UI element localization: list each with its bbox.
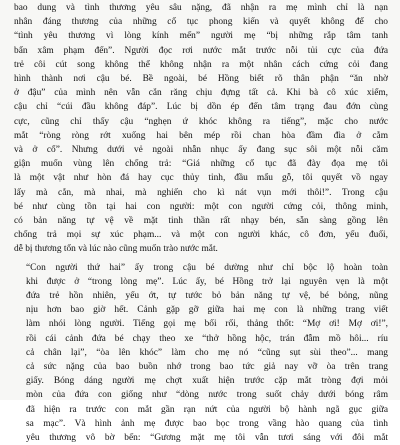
text-line: “tình yêu thương vì lòng kính mến” người mẹ “bị những rắp tâm tanh [14,31,388,42]
text-line: mòn của đứa con giống như “dòng nước trong suốt chảy dưới bóng râm [26,390,388,401]
text-line: lấy mà cắn, mà nhai, mà nghiến cho kì nát vụn mới thôi!”. Trong cậu [14,187,388,198]
text-line: dễ bị thương tổn và lúc nào cũng muốn trào nước mắt. [14,244,218,255]
text-line: cả sức nặng của bao buồn nhớ trong bao tức giả nay vỡ òa trên trang [26,362,388,373]
text-line: ở đậu” của mình nên vẫn cắn răng chịu đựng tất cả. Khi bà cô xúc xiểm, [14,88,388,99]
text-line: giấy. Bóng dáng người mẹ chợt xuất hiện trước cặp mắt tròng đợi mỏi [26,376,388,387]
text-line: đã hiện ra trước con mắt gần rạn nứt của người bộ hành ngã gục giữa [26,404,388,415]
text-line: cậu chỉ “cúi đầu không đáp”. Lúc bị dồn ép đến tâm trạng đau đớn cùng [14,102,388,113]
text-line: trẻ côi cút song không thể không nhận ra một nhân cách cứng cỏi đang [14,59,388,70]
text-line: hình thành nơi cậu bé. Bề ngoài, bé Hồng biết rõ thân phận “ăn nhờ [14,74,388,85]
text-line: bẩn xâm phạm đến”. Người đọc rơi nước mắt trước nỗi tủi cực của đứa [14,45,388,56]
text-line: có bản năng tự vệ về mặt tinh thần rất nhạy bén, sẵn sàng gồng lên [14,216,388,227]
text-line: giận muốn vùng lên chống trả: “Giá những cổ tục đã đày đọa mẹ tôi [14,159,388,170]
paragraph-1 [14,1,388,257]
text-line: và ở cổ”. Nhưng dưới vẻ ngoài nhẫn nhục ấy đang sục sôi một nỗi căm [14,145,388,156]
text-line: nhân đáng thương của những cổ tục phong kiến và quyết không để cho [14,17,388,28]
text-line: khi được ở “trong lòng mẹ”. Lúc ấy, bé Hồng trở lại nguyên vẹn là một [26,276,388,287]
text-line: chống trả mọi sự xúc phạm... và một con người khác, cô đơn, yếu đuối, [14,230,388,241]
text-line: yêu thương vô bờ bến: “Gương mặt mẹ tôi vẫn tươi sáng với đôi mắt [26,433,388,444]
text-line: cả chân lại”, “òa lên khóc” làm cho mẹ nó “cũng sụt sùi theo”... mang [26,347,388,358]
text-line: bé như cùng tồn tại hai con người: một con người cứng cỏi, thông minh, [14,201,388,212]
text-line: làm nhói lòng người. Tiếng gọi mẹ bối rối, thảng thốt: “Mợ ơi! Mợ ơi!”, [26,319,388,330]
text-line: “Con người thứ hai” ấy trong cậu bé dường như chỉ bộc lộ hoàn toàn [26,262,388,273]
body-text [14,1,388,445]
text-line: cực, cũng chỉ thấy cậu “nghẹn ứ khóc không ra tiếng”, mặc cho nước [14,116,388,127]
text-line: đứa trẻ hồn nhiên, yếu ớt, tự tước bỏ bản năng tự vệ, bé bỏng, nũng [26,291,388,302]
text-line: bao dung và tình thương yêu sâu nặng, đã nhận ra mẹ mình chỉ là nạn [14,3,388,13]
text-line: rồi cái cảnh đứa bé chạy theo xe “thở hồng hộc, trán đẫm mồ hôi... ríu [26,333,388,344]
text-line: là một vật như hòn đá hay cục thủy tinh, đầu mẩu gỗ, tôi quyết vồ ngay [14,173,388,184]
paragraph-2 [14,261,388,445]
text-line: nịu hơn bao giờ hết. Cảnh gặp gỡ giữa hai mẹ con là những trang viết [26,305,388,316]
text-line: mắt “ròng ròng rớt xuống hai bên mép rồi chan hòa đầm đìa ở cằm [14,130,388,141]
text-line: sa mạc”. Và hình ảnh mẹ được bao bọc trong vầng hào quang của tình [26,418,388,429]
